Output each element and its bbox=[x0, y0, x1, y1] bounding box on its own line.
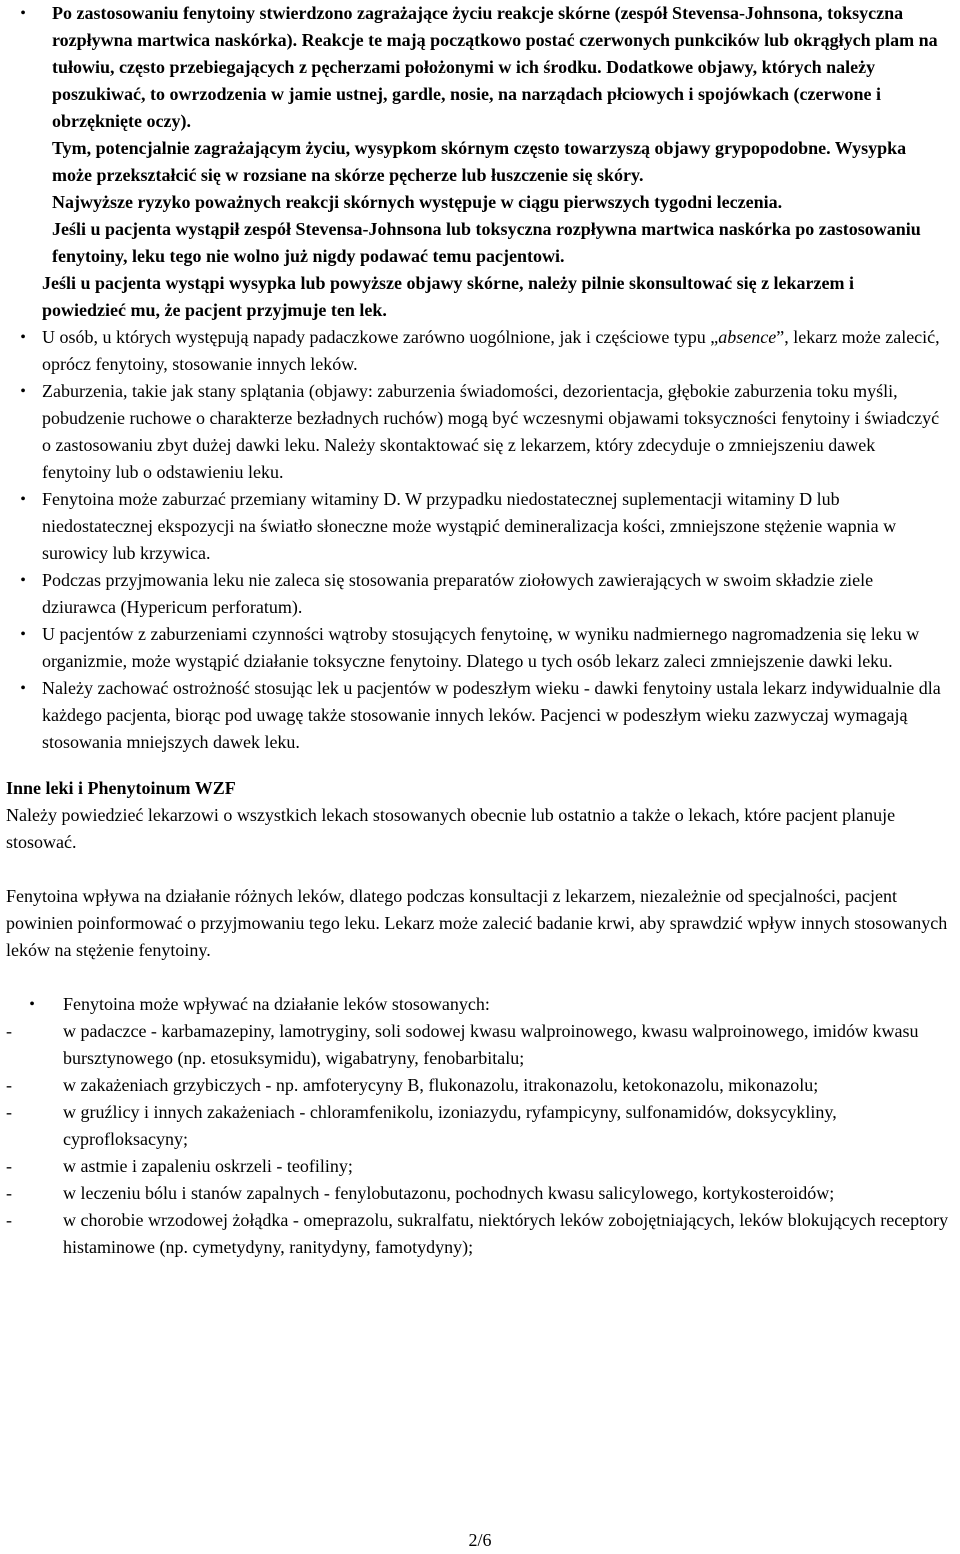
dash-list-item bbox=[0, 1072, 952, 1099]
dash-list-item bbox=[0, 1099, 952, 1153]
bullet-icon: • bbox=[20, 329, 26, 346]
dash-list-item bbox=[0, 1207, 952, 1261]
dash-list-text: w gruźlicy i innych zakażeniach - chloramfenikolu, izoniazydu, ryfampicyny, sulfonamidów, doksycykliny, cyprofloksacyny; bbox=[63, 1102, 837, 1149]
section-paragraph: Należy powiedzieć lekarzowi o wszystkich lekach stosowanych obecnie lub ostatnio a także o lekach, które pacjent planuje stosować. bbox=[6, 805, 896, 852]
dash-list-text: w chorobie wrzodowej żołądka - omeprazolu, sukralfatu, niektórych leków zobojętniających, leków blokujących receptory histaminowe (np. cymetydyny, ranitydyny, famotydyny); bbox=[63, 1210, 949, 1257]
list-item bbox=[0, 567, 948, 621]
bullet-icon: • bbox=[20, 491, 26, 508]
dash-marker: - bbox=[6, 1210, 12, 1230]
dash-marker: - bbox=[6, 1102, 12, 1122]
bullet-icon: • bbox=[29, 996, 35, 1013]
warning-paragraph: Jeśli u pacjenta wystąpi wysypka lub powyższe objawy skórne, należy pilnie skonsultować się z lekarzem i powiedzieć mu, że pacjent przyjmuje ten lek. bbox=[42, 273, 855, 320]
list-item bbox=[0, 991, 948, 1018]
list-item-text: Fenytoina może zaburzać przemiany witaminy D. W przypadku niedostatecznej suplementacji witaminy D lub niedostatecznej ekspozycji na światło słoneczne może wystąpić demineralizacja kości, zmniejszone stężenie wapnia w surowicy lub krzywica. bbox=[42, 489, 897, 563]
dash-marker: - bbox=[6, 1156, 12, 1176]
list-item-text: Fenytoina może wpływać na działanie leków stosowanych: bbox=[63, 994, 490, 1014]
bullet-icon: • bbox=[20, 572, 26, 589]
list-item bbox=[0, 621, 948, 675]
list-item-skin-warning bbox=[0, 0, 948, 135]
dash-marker: - bbox=[6, 1021, 12, 1041]
bullet-icon: • bbox=[20, 5, 26, 22]
section-heading: Inne leki i Phenytoinum WZF bbox=[6, 778, 236, 798]
warning-block bbox=[0, 135, 942, 324]
bullet-icon: • bbox=[20, 383, 26, 400]
warning-paragraph: Po zastosowaniu fenytoiny stwierdzono zagrażające życiu reakcje skórne (zespół Stevensa-Johnsona, toksyczna rozpływna martwica naskórka). Reakcje te mają początkowo postać czerwonych punkcików lub okrągłych plam na tułowiu, często przebiegających z pęcherzami położonymi w ich środku. Dodatkowe objawy, których należy poszukiwać, to owrzodzenia w jamie ustnej, gardle, nosie, na narządach płciowych i spojówkach (czerwone i obrzęknięte oczy). bbox=[52, 3, 938, 131]
list-item-text: Zaburzenia, takie jak stany splątania (objawy: zaburzenia świadomości, dezorientacja, głębokie zaburzenia toku myśli, pobudzenie ruchowe o charakterze bezładnych ruchów) mogą być wczesnymi objawami toksyczności fenytoiny i świadczyć o zastosowaniu zbyt dużej dawki leku. Należy skontaktować się z lekarzem, który zdecyduje o zmniejszeniu dawek fenytoiny lub o odstawieniu leku. bbox=[42, 381, 940, 482]
dash-list-text: w zakażeniach grzybiczych - np. amfoterycyny B, flukonazolu, itrakonazolu, ketokonazolu, mikonazolu; bbox=[63, 1075, 819, 1095]
warning-paragraph: Jeśli u pacjenta wystąpił zespół Stevensa-Johnsona lub toksyczna rozpływna martwica naskórka po zastosowaniu fenytoiny, leku tego nie wolno już nigdy podawać temu pacjentowi. bbox=[52, 219, 921, 266]
list-item bbox=[0, 378, 948, 486]
bullet-icon: • bbox=[20, 626, 26, 643]
list-item bbox=[0, 486, 948, 567]
list-item bbox=[0, 675, 948, 756]
page-number: 2/6 bbox=[468, 1530, 492, 1550]
list-item-text: Należy zachować ostrożność stosując lek u pacjentów w podeszłym wieku - dawki fenytoiny ustala lekarz indywidualnie dla każdego pacjenta, biorąc pod uwagę także stosowanie innych leków. Pacjenci w podeszłym wieku zazwyczaj wymagają stosowania mniejszych dawek leku. bbox=[42, 678, 941, 752]
warning-paragraph: Najwyższe ryzyko poważnych reakcji skórnych występuje w ciągu pierwszych tygodni leczenia. bbox=[52, 192, 783, 212]
dash-list-text: w padaczce - karbamazepiny, lamotryginy, soli sodowej kwasu walproinowego, kwasu walproinowego, imidów kwasu bursztynowego (np. etosuksymidu), wigabatryny, fenobarbitalu; bbox=[63, 1021, 919, 1068]
list-item bbox=[0, 324, 948, 378]
bullet-icon: • bbox=[20, 680, 26, 697]
dash-list-text: w astmie i zapaleniu oskrzeli - teofiliny; bbox=[63, 1156, 353, 1176]
list-item-text: Podczas przyjmowania leku nie zaleca się stosowania preparatów ziołowych zawierających w swoim składzie ziele dziurawca (Hypericum perforatum). bbox=[42, 570, 874, 617]
section-paragraph: Fenytoina wpływa na działanie różnych leków, dlatego podczas konsultacji z lekarzem, niezależnie od specjalności, pacjent powinien poinformować o przyjmowaniu tego leku. Lekarz może zalecić badanie krwi, aby sprawdzić wpływ innych stosowanych leków na stężenie fenytoiny. bbox=[6, 886, 948, 960]
dash-marker: - bbox=[6, 1075, 12, 1095]
warning-paragraph: Tym, potencjalnie zagrażającym życiu, wysypkom skórnym często towarzyszą objawy grypopodobne. Wysypka może przekształcić się w rozsiane na skórze pęcherze lub łuszczenie się skóry. bbox=[52, 138, 907, 185]
list-item-text: U pacjentów z zaburzeniami czynności wątroby stosujących fenytoinę, w wyniku nadmiernego nagromadzenia się leku w organizmie, może wystąpić działanie toksyczne fenytoiny. Dlatego u tych osób lekarz zaleci zmniejszenie dawki leku. bbox=[42, 624, 920, 671]
dash-list-item bbox=[0, 1180, 952, 1207]
dash-list-text: w leczeniu bólu i stanów zapalnych - fenylobutazonu, pochodnych kwasu salicylowego, kortykosteroidów; bbox=[63, 1183, 835, 1203]
dash-marker: - bbox=[6, 1183, 12, 1203]
dash-list-item bbox=[0, 1153, 952, 1180]
list-item-text: U osób, u których występują napady padaczkowe zarówno uogólnione, jak i częściowe typu „absence”, lekarz może zalecić, oprócz fenytoiny, stosowanie innych leków. bbox=[42, 327, 940, 374]
dash-list-item bbox=[0, 1018, 952, 1072]
